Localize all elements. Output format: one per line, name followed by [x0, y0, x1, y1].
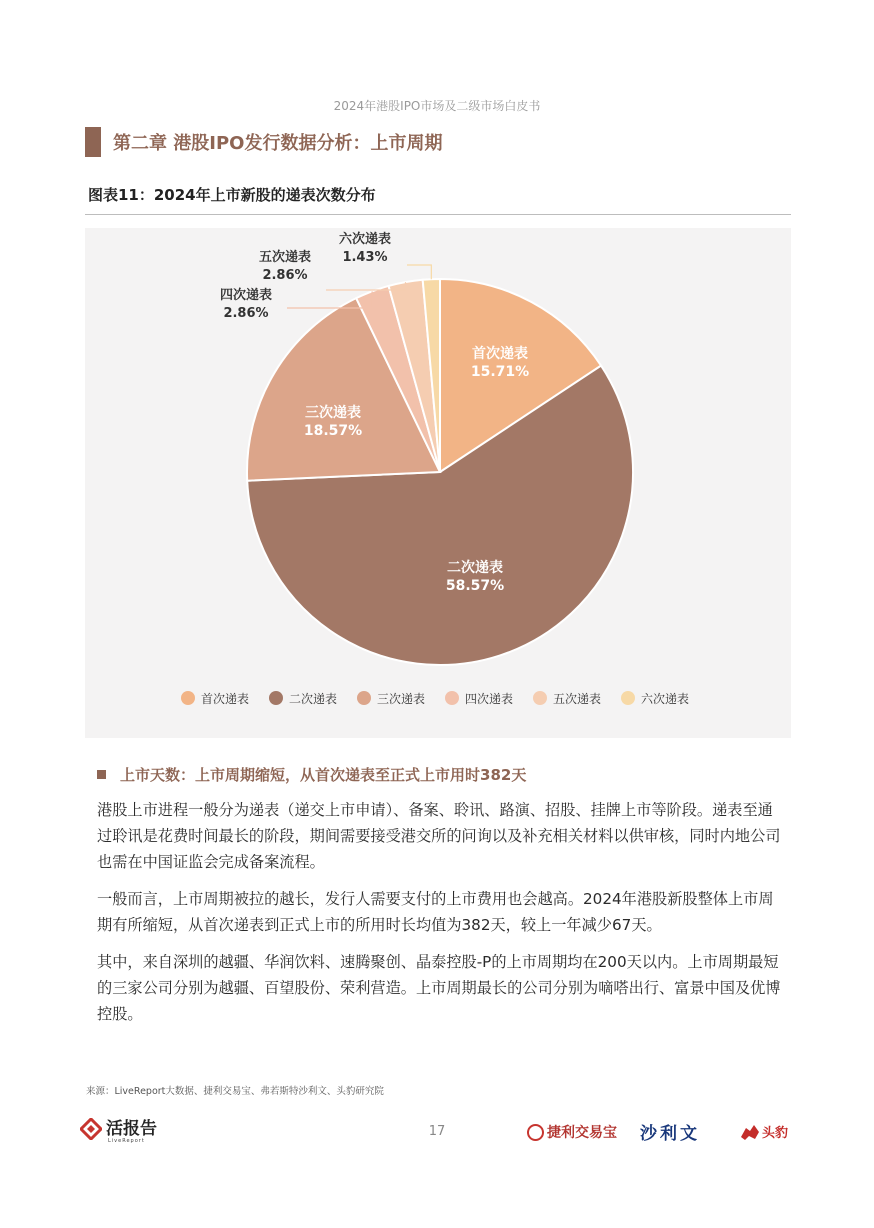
slice-label-fifth: 五次递表 [258, 250, 312, 265]
jieli-name: 捷利交易宝 [547, 1125, 617, 1141]
slice-value-first: 15.71% [470, 364, 530, 380]
legend-swatch-second [269, 691, 283, 705]
paragraph-1: 港股上市进程一般分为递表（递交上市申请）、备案、聆讯、路演、招股、挂牌上市等阶段。递表至通过聆讯是花费时间最长的阶段，期间需要接受港交所的问询以及补充相关材料以供审核，同时内地公司也需在中国证监会完成备案流程。 [97, 801, 781, 871]
livereport-logo [80, 1118, 157, 1144]
livereport-sub: LiveReport [108, 1138, 145, 1144]
legend-swatch-first [181, 691, 195, 705]
jieli-logo [527, 1122, 617, 1142]
page-number: 17 [428, 1124, 446, 1139]
slice-label-second: 二次递表 [447, 560, 503, 576]
figure-divider [85, 214, 791, 215]
legend-swatch-sixth [621, 691, 635, 705]
section-heading-text: 上市天数：上市周期缩短，从首次递表至正式上市用时382天 [120, 766, 527, 784]
slice-value-fourth: 2.86% [223, 306, 269, 321]
paragraph-3: 其中，来自深圳的越疆、华润饮料、速腾聚创、晶泰控股-P的上市周期均在200天以内。上市周期最短的三家公司分别为越疆、百望股份、荣利营造。上市周期最长的公司分别为嘀嗒出行、富景中国及优博控股。 [97, 953, 781, 1023]
legend-label-first: 首次递表 [201, 692, 250, 706]
legend-label-sixth: 六次递表 [641, 692, 690, 706]
slice-label-sixth: 六次递表 [338, 232, 392, 247]
livereport-diamond-icon [80, 1118, 102, 1140]
paragraph-2: 一般而言，上市周期被拉的越长，发行人需要支付的上市费用也会越高。2024年港股新股整体上市周期有所缩短，从首次递表到正式上市的所用时长均值为382天，较上一年减少67天。 [97, 890, 774, 934]
toubao-name: 头豹 [762, 1126, 789, 1141]
document-header-title: 2024年港股IPO市场及二级市场白皮书 [333, 99, 541, 113]
slice-label-third: 三次递表 [305, 405, 361, 421]
slice-label-fourth: 四次递表 [219, 288, 273, 303]
chapter-marker [85, 127, 101, 157]
chart-container [85, 228, 791, 738]
legend-label-third: 三次递表 [377, 692, 426, 706]
section-heading [97, 764, 526, 785]
livereport-name: 活报告 [106, 1119, 157, 1139]
leader-line-sixth [407, 265, 431, 279]
slice-value-fifth: 2.86% [262, 268, 308, 283]
legend-swatch-fourth [445, 691, 459, 705]
pie-chart [85, 228, 791, 738]
legend-swatch-fifth [533, 691, 547, 705]
legend-label-second: 二次递表 [289, 692, 338, 706]
figure-title: 图表11：2024年上市新股的递表次数分布 [88, 186, 376, 204]
legend-swatch-third [357, 691, 371, 705]
frost-logo: 沙利文 [640, 1124, 700, 1144]
leopard-icon [740, 1123, 760, 1141]
legend-label-fourth: 四次递表 [465, 692, 514, 706]
legend-label-fifth: 五次递表 [553, 692, 602, 706]
jieli-circle-icon [527, 1124, 544, 1141]
slice-value-third: 18.57% [303, 423, 363, 439]
slice-value-sixth: 1.43% [342, 250, 388, 265]
source-note: 来源：LiveReport大数据、捷利交易宝、弗若斯特沙利文、头豹研究院 [86, 1086, 384, 1097]
bullet-square [97, 770, 106, 779]
toubao-logo [740, 1122, 788, 1141]
slice-label-first: 首次递表 [472, 346, 528, 362]
chapter-title: 第二章 港股IPO发行数据分析：上市周期 [113, 133, 443, 154]
chapter-heading [85, 127, 442, 157]
slice-value-second: 58.57% [445, 578, 505, 594]
